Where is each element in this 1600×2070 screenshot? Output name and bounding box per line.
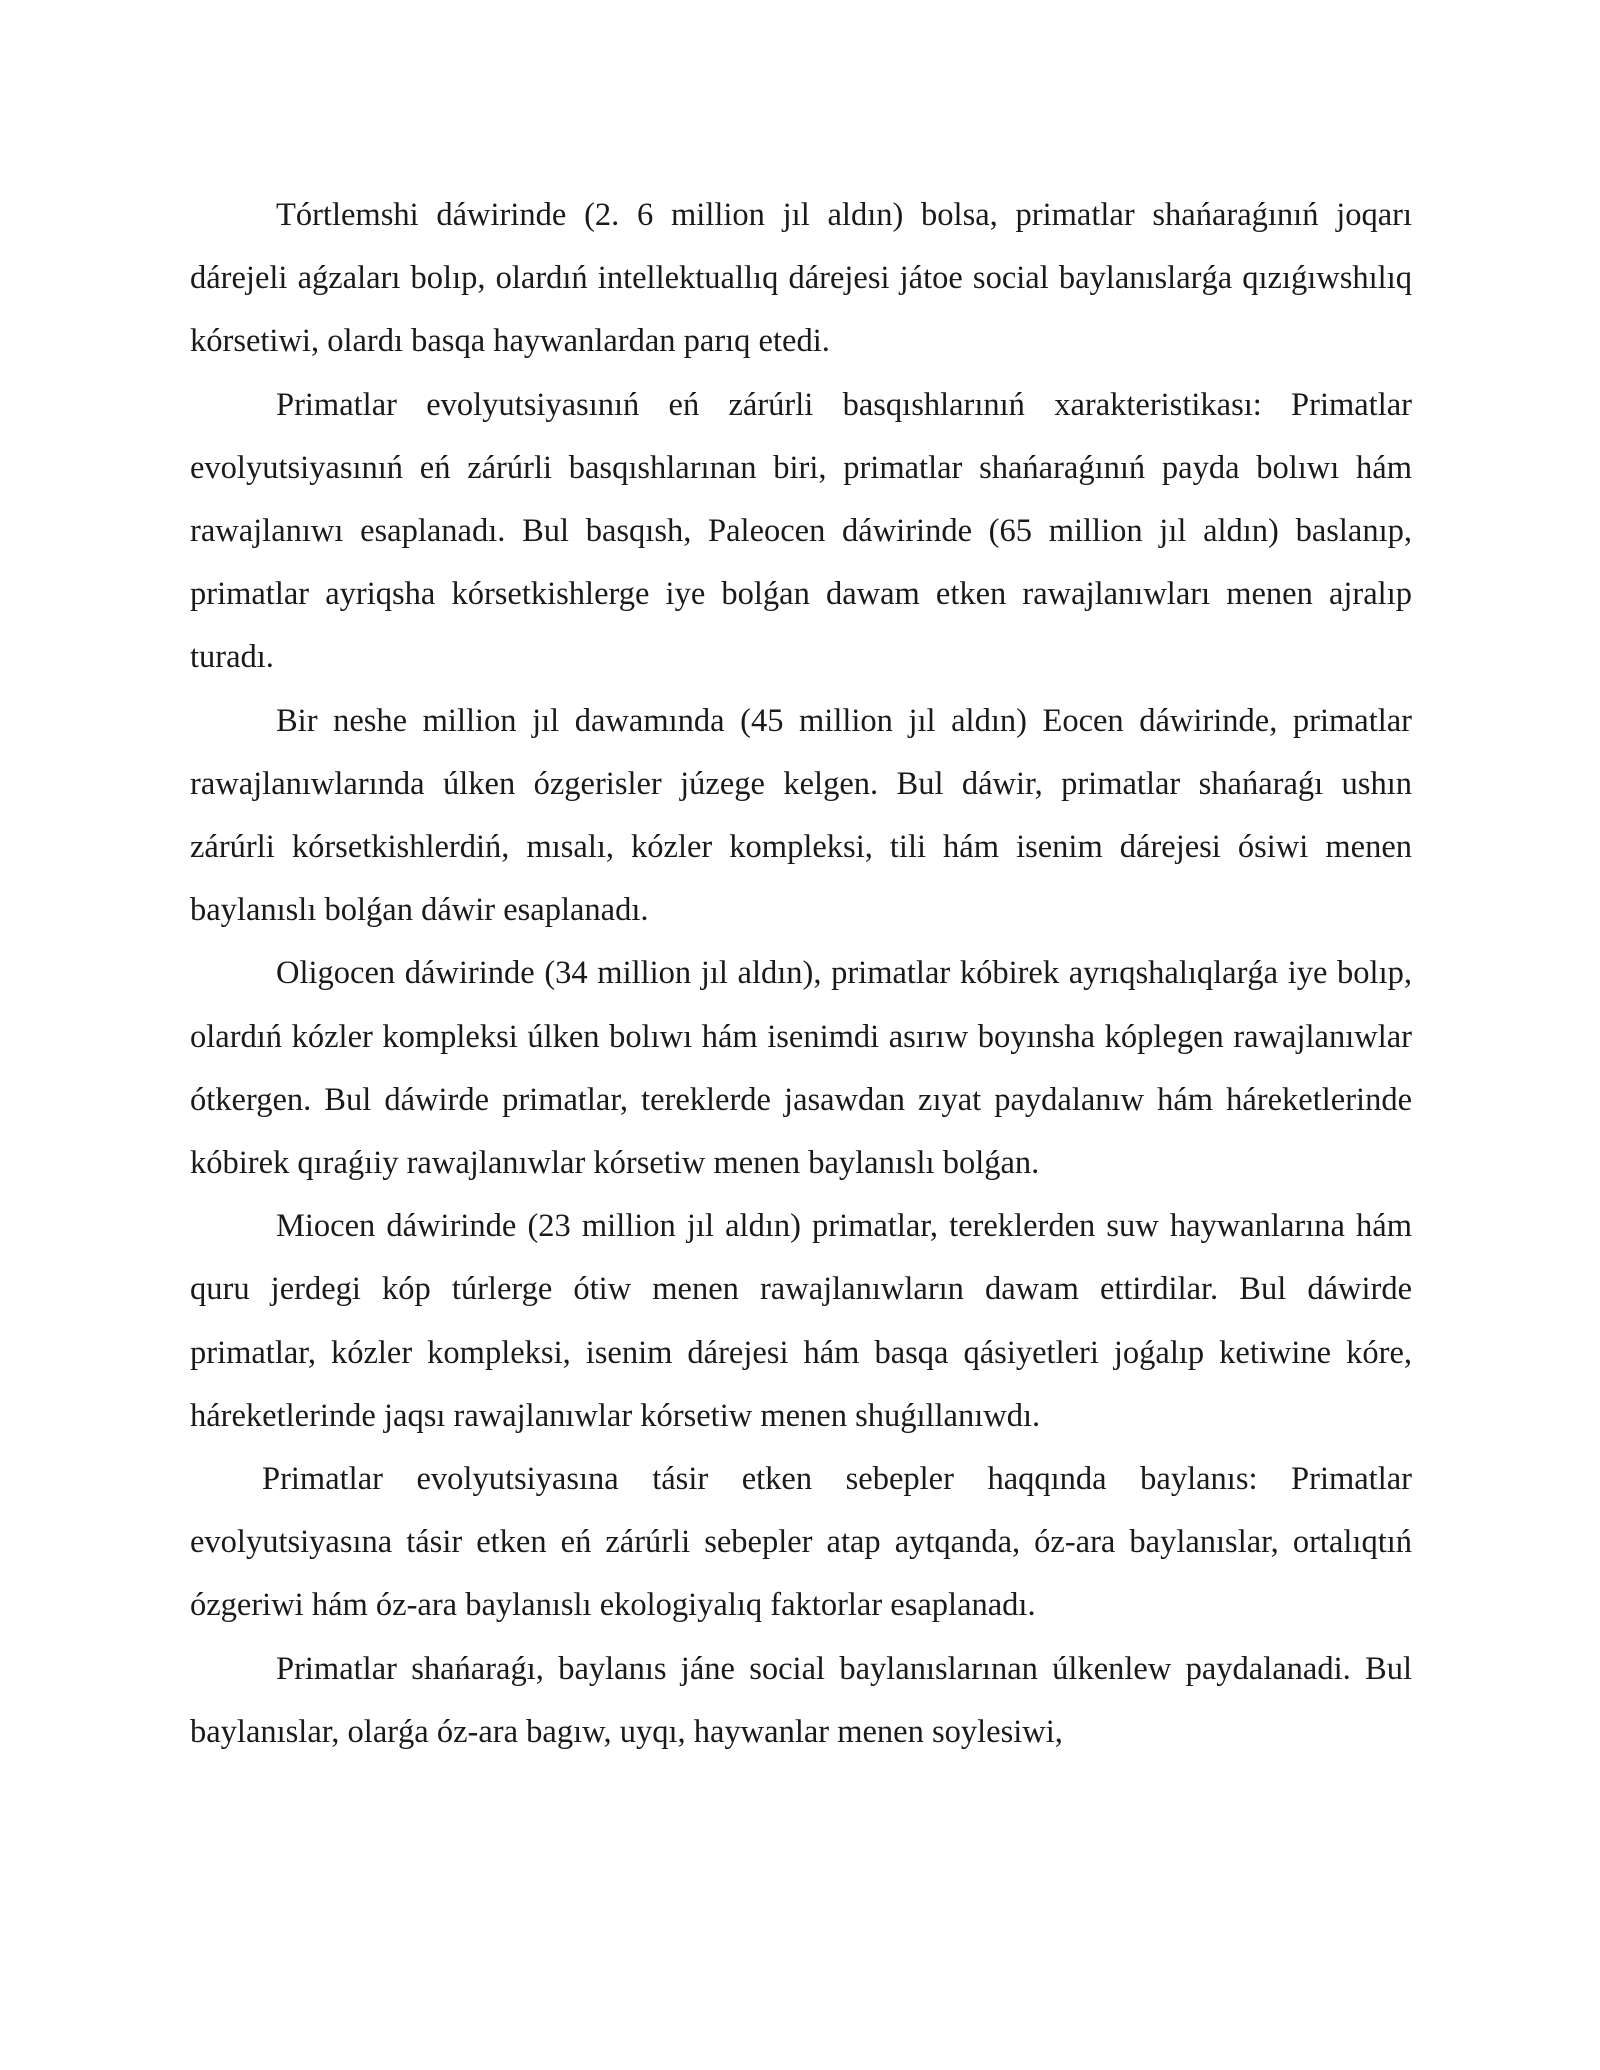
paragraph-4: Oligocen dáwirinde (34 million jıl aldın), primatlar kóbirek ayrıqshalıqlarǵa iye bolıp, olardıń kózler kompleksi úlken bolıwı hám isenimdi asırıw boyınsha kóplegen rawajlanıwlar ótkergen. Bul dáwirde primatlar, tereklerde jasawdan zıyat paydalanıw hám háreketlerinde kóbirek qıraǵıiy rawajlanıwlar kórsetiw menen baylanıslı bolǵan. [190,955,1412,1182]
paragraph-2: Primatlar evolyutsiyasınıń eń zárúrli basqıshlarınıń xarakteristikası: Primatlar evolyutsiyasınıń eń zárúrli basqıshlarınan biri, primatlar shańaraǵınıń payda bolıwı hám rawajlanıwı esaplanadı. Bul basqısh, Paleocen dáwirinde (65 million jıl aldın) baslanıp, primatlar ayriqsha kórsetkishlerge iye bolǵan dawam etken rawajlanıwları menen ajralıp turadı. [190,386,1412,676]
paragraph-7: Primatlar shańaraǵı, baylanıs jáne social baylanıslarınan úlkenlew paydalanadi. Bul baylanıslar, olarǵa óz-ara bagıw, uyqı, haywanlar menen soylesiwi, [190,1650,1412,1750]
paragraph-3: Bir neshe million jıl dawamında (45 million jıl aldın) Eocen dáwirinde, primatlar rawajlanıwlarında úlken ózgerisler júzege kelgen. Bul dáwir, primatlar shańaraǵı ushın zárúrli kórsetkishlerdiń, mısalı, kózler kompleksi, tili hám isenim dárejesi ósiwi menen baylanıslı bolǵan dáwir esaplanadı. [190,702,1412,929]
paragraph-5: Miocen dáwirinde (23 million jıl aldın) primatlar, tereklerden suw haywanlarına hám quru jerdegi kóp túrlerge ótiw menen rawajlanıwların dawam ettirdilar. Bul dáwirde primatlar, kózler kompleksi, isenim dárejesi hám basqa qásiyetleri joǵalıp ketiwine kóre, háreketlerinde jaqsı rawajlanıwlar kórsetiw menen shuǵıllanıwdı. [190,1208,1412,1434]
paragraph-6: Primatlar evolyutsiyasına tásir etken sebepler haqqında baylanıs: Primatlar evolyutsiyasına tásir etken eń zárúrli sebepler atap aytqanda, óz-ara baylanıslar, ortalıqtıń ózgeriwi hám óz-ara baylanıslı ekologiyalıq faktorlar esaplanadı. [190,1461,1412,1624]
document-body [190,184,1412,1764]
paragraph-1: Tórtlemshi dáwirinde (2. 6 million jıl aldın) bolsa, primatlar shańaraǵınıń joqarı dárejeli aǵzaları bolıp, olardıń intellektuallıq dárejesi játoe social baylanıslarǵa qızıǵıwshılıq kórsetiwi, olardı basqa haywanlardan parıq etedi. [190,197,1412,360]
